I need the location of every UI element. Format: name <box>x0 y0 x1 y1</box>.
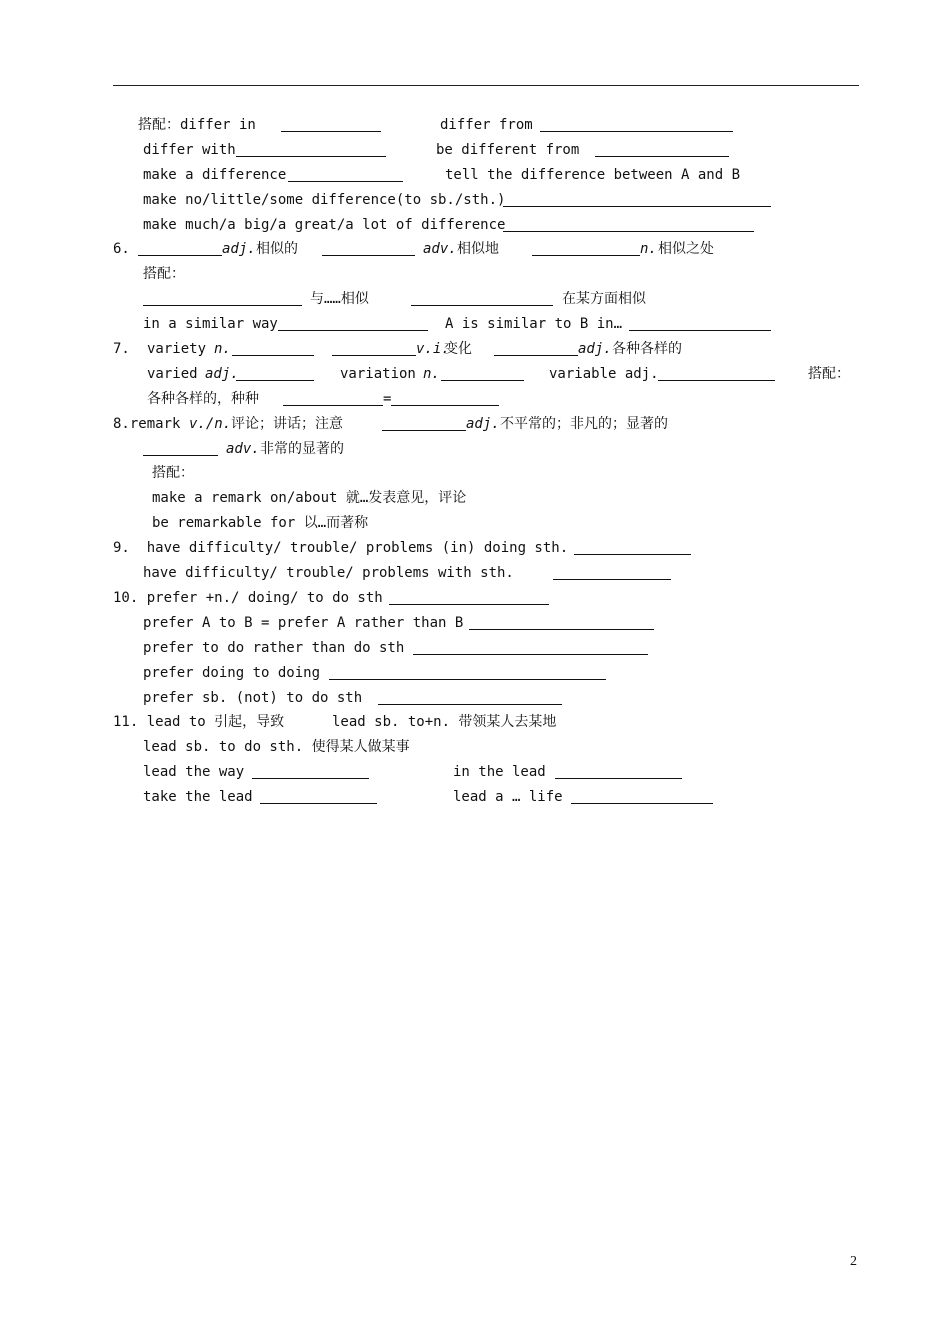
text: 各种各样的 <box>612 341 682 357</box>
blank[interactable] <box>658 380 775 381</box>
blank[interactable] <box>503 206 771 207</box>
blank[interactable] <box>322 255 415 256</box>
blank[interactable] <box>629 330 771 331</box>
line-similar-1 <box>0 289 950 309</box>
blank[interactable] <box>494 355 578 356</box>
pos: n. <box>423 366 440 382</box>
line-similar-2 <box>0 314 950 334</box>
pos: v./n. <box>189 416 232 432</box>
text: be remarkable for 以…而著称 <box>152 515 369 531</box>
blank[interactable] <box>553 579 671 580</box>
text: variety <box>147 341 207 357</box>
text: make a remark on/about 就…发表意见，评论 <box>152 490 467 506</box>
text: A is similar to B in… <box>445 316 623 332</box>
text: 搭配： <box>808 366 850 382</box>
text: make much/a big/a great/a lot of difference <box>143 217 506 233</box>
line-differ-2 <box>0 140 950 160</box>
text: 不平常的；非凡的；显著的 <box>500 416 668 432</box>
blank[interactable] <box>389 604 549 605</box>
line-differ-4 <box>0 190 950 210</box>
blank[interactable] <box>236 380 314 381</box>
line-varied <box>0 364 950 384</box>
line-collocation-label-2 <box>0 463 950 483</box>
line-difficulty-2 <box>0 563 950 583</box>
text: differ from <box>440 117 533 133</box>
line-differ-1 <box>0 115 950 135</box>
text: 与……相似 <box>310 291 369 307</box>
page-number: 2 <box>850 1254 857 1269</box>
blank[interactable] <box>595 156 729 157</box>
pos: n. <box>640 241 657 257</box>
text: make no/little/some difference(to sb./sth.) <box>143 192 506 208</box>
text: lead sb. to+n. 带领某人去某地 <box>332 714 557 730</box>
text: in a similar way <box>143 316 278 332</box>
pos: v.i. <box>416 341 450 357</box>
text: prefer doing to doing <box>143 665 321 681</box>
blank[interactable] <box>283 405 383 406</box>
line-lead-3 <box>0 762 950 782</box>
text: prefer sb. (not) to do sth <box>143 690 363 706</box>
text: have difficulty/ trouble/ problems with sth. <box>143 565 514 581</box>
pos: adj. <box>466 416 500 432</box>
text: = <box>383 391 392 407</box>
text: lead the way <box>143 764 245 780</box>
header-rule <box>113 85 859 86</box>
text: variation <box>340 366 416 382</box>
line-item-7 <box>0 339 950 359</box>
line-remarkably <box>0 439 950 459</box>
blank[interactable] <box>382 430 466 431</box>
text: 评论；讲话；注意 <box>231 416 343 432</box>
blank[interactable] <box>555 778 682 779</box>
blank[interactable] <box>540 131 733 132</box>
text: in the lead <box>453 764 546 780</box>
line-item-11 <box>0 712 950 732</box>
blank[interactable] <box>260 803 377 804</box>
blank[interactable] <box>411 305 553 306</box>
item-number: 6. <box>113 241 130 257</box>
line-prefer-4 <box>0 663 950 683</box>
blank[interactable] <box>574 554 691 555</box>
pos: n. <box>214 341 231 357</box>
blank[interactable] <box>143 455 218 456</box>
blank[interactable] <box>571 803 713 804</box>
text: 10. prefer +n./ doing/ to do sth <box>113 590 383 606</box>
blank[interactable] <box>503 231 754 232</box>
blank[interactable] <box>252 778 369 779</box>
text: varied <box>147 366 198 382</box>
text: 搭配： <box>143 266 185 282</box>
line-prefer-5 <box>0 688 950 708</box>
line-differ-5 <box>0 215 950 235</box>
line-prefer-2 <box>0 613 950 633</box>
pos: adj. <box>222 241 256 257</box>
blank[interactable] <box>138 255 222 256</box>
line-lead-4 <box>0 787 950 807</box>
text: 9. have difficulty/ trouble/ problems (in) doing sth. <box>113 540 569 556</box>
text: prefer A to B = prefer A rather than B <box>143 615 464 631</box>
line-prefer-3 <box>0 638 950 658</box>
pos: adj. <box>205 366 239 382</box>
line-remark-2 <box>0 513 950 533</box>
text: 搭配： <box>152 465 194 481</box>
text: tell the difference between A and B <box>445 167 741 183</box>
text: 各种各样的，种种 <box>147 391 259 407</box>
text: 相似的 <box>256 241 298 257</box>
pos: adv. <box>226 441 260 457</box>
pos: adj. <box>578 341 612 357</box>
line-collocation-label <box>0 264 950 284</box>
blank[interactable] <box>532 255 640 256</box>
line-item-10 <box>0 588 950 608</box>
blank[interactable] <box>378 704 562 705</box>
text: make a difference <box>143 167 287 183</box>
item-number: 7. <box>113 341 130 357</box>
blank[interactable] <box>232 355 314 356</box>
line-item-8 <box>0 414 950 434</box>
text: be different from <box>436 142 580 158</box>
text: lead a … life <box>453 789 563 805</box>
text: 相似地 <box>457 241 499 257</box>
text: take the lead <box>143 789 253 805</box>
line-differ-3 <box>0 165 950 185</box>
line-item-9 <box>0 538 950 558</box>
blank[interactable] <box>278 330 428 331</box>
blank[interactable] <box>288 181 403 182</box>
text: 在某方面相似 <box>562 291 646 307</box>
blank[interactable] <box>332 355 416 356</box>
line-various <box>0 389 950 409</box>
line-lead-2 <box>0 737 950 757</box>
blank[interactable] <box>143 305 302 306</box>
blank[interactable] <box>329 679 606 680</box>
text: 变化 <box>444 341 472 357</box>
text: differ with <box>143 142 236 158</box>
text: 11. lead to 引起，导致 <box>113 714 285 730</box>
blank[interactable] <box>469 629 654 630</box>
line-item-6 <box>0 239 950 259</box>
text: prefer to do rather than do sth <box>143 640 405 656</box>
text: 相似之处 <box>658 241 714 257</box>
text: 搭配：differ in <box>138 117 256 133</box>
text: 非常的显著的 <box>260 441 344 457</box>
line-remark-1 <box>0 488 950 508</box>
pos: adv. <box>423 241 457 257</box>
text: lead sb. to do sth. 使得某人做某事 <box>143 739 410 755</box>
blank[interactable] <box>441 380 524 381</box>
blank[interactable] <box>413 654 648 655</box>
text: 8.remark <box>113 416 181 432</box>
text: variable adj. <box>549 366 659 382</box>
blank[interactable] <box>391 405 499 406</box>
blank[interactable] <box>281 131 381 132</box>
blank[interactable] <box>236 156 386 157</box>
